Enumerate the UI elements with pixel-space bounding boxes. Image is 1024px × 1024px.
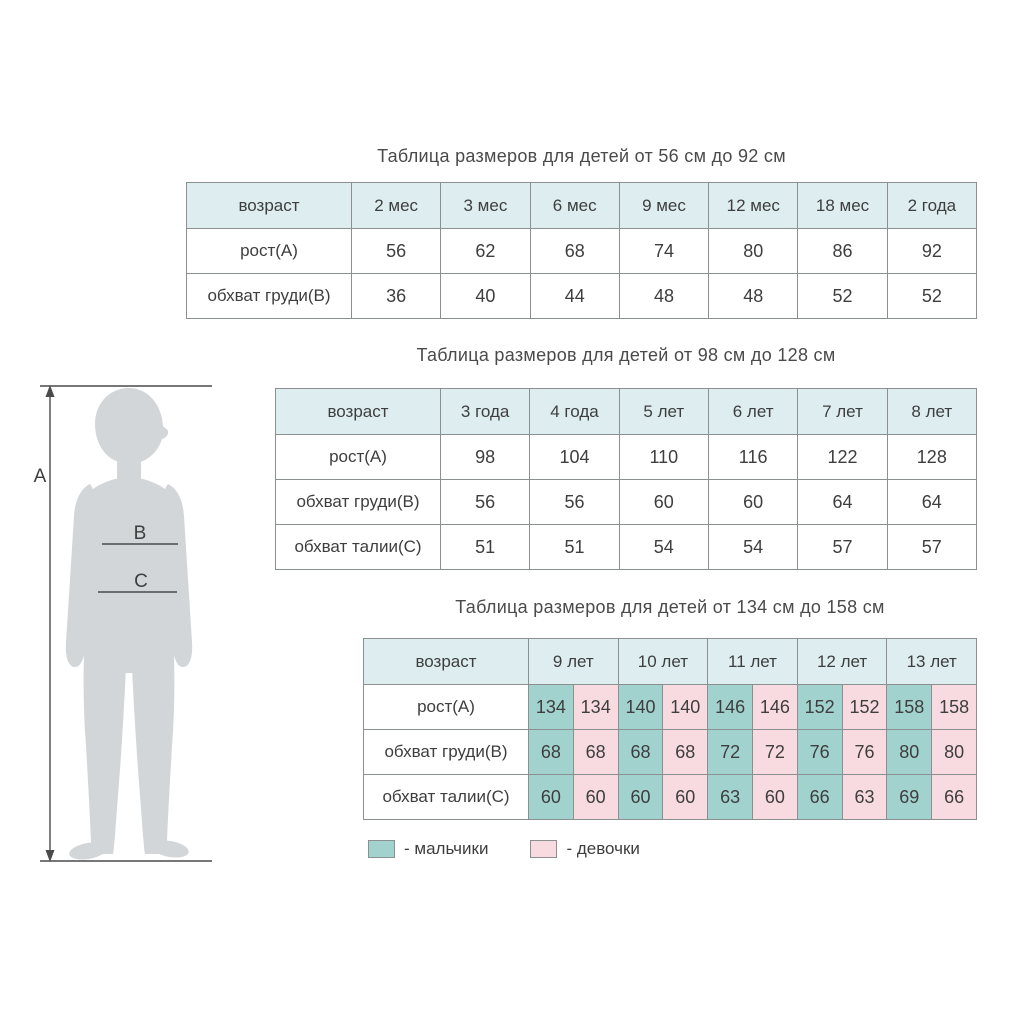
table-row bbox=[276, 525, 977, 570]
size-value: 48 bbox=[709, 274, 798, 319]
header-age-value: 9 лет bbox=[529, 639, 619, 685]
measurement-figure bbox=[30, 378, 225, 873]
row-label: рост(A) bbox=[364, 685, 529, 730]
size-value: 57 bbox=[798, 525, 887, 570]
size-value: 134 bbox=[573, 685, 618, 730]
size-value: 63 bbox=[708, 775, 753, 820]
size-value: 66 bbox=[797, 775, 842, 820]
size-value: 140 bbox=[618, 685, 663, 730]
table-title-infants: Таблица размеров для детей от 56 см до 92 см bbox=[377, 146, 786, 166]
legend-label-boys: - мальчики bbox=[404, 839, 489, 858]
size-value: 60 bbox=[708, 480, 797, 525]
size-value: 146 bbox=[752, 685, 797, 730]
header-age-value: 6 мес bbox=[530, 183, 619, 229]
size-value: 52 bbox=[798, 274, 887, 319]
size-value: 158 bbox=[887, 685, 932, 730]
header-age-value: 2 мес bbox=[352, 183, 441, 229]
size-value: 56 bbox=[530, 480, 619, 525]
header-age-value: 8 лет bbox=[887, 389, 976, 435]
size-value: 64 bbox=[887, 480, 976, 525]
size-value: 74 bbox=[619, 229, 708, 274]
row-label: рост(A) bbox=[187, 229, 352, 274]
size-value: 146 bbox=[708, 685, 753, 730]
header-age-value: 2 года bbox=[887, 183, 976, 229]
size-value: 86 bbox=[798, 229, 887, 274]
size-value: 68 bbox=[573, 730, 618, 775]
header-age-value: 10 лет bbox=[618, 639, 708, 685]
size-value: 68 bbox=[663, 730, 708, 775]
row-label: обхват талии(C) bbox=[276, 525, 441, 570]
size-table bbox=[363, 638, 977, 820]
size-table-teens bbox=[363, 638, 977, 820]
header-age-value: 3 года bbox=[441, 389, 530, 435]
size-value: 72 bbox=[708, 730, 753, 775]
size-value: 64 bbox=[798, 480, 887, 525]
row-label: обхват груди(B) bbox=[187, 274, 352, 319]
size-value: 69 bbox=[887, 775, 932, 820]
size-value: 51 bbox=[530, 525, 619, 570]
header-age-value: 12 мес bbox=[709, 183, 798, 229]
size-value: 56 bbox=[352, 229, 441, 274]
size-value: 52 bbox=[887, 274, 976, 319]
header-age-value: 12 лет bbox=[797, 639, 887, 685]
size-value: 60 bbox=[618, 775, 663, 820]
header-age-title: возраст bbox=[276, 389, 441, 435]
header-age-value: 9 мес bbox=[619, 183, 708, 229]
girls-color-swatch bbox=[530, 840, 557, 858]
header-age-value: 6 лет bbox=[708, 389, 797, 435]
header-age-value: 3 мес bbox=[441, 183, 530, 229]
size-table-kids bbox=[275, 388, 977, 570]
size-value: 51 bbox=[441, 525, 530, 570]
header-age-value: 7 лет bbox=[798, 389, 887, 435]
size-table bbox=[275, 388, 977, 570]
table-row bbox=[364, 775, 977, 820]
size-value: 92 bbox=[887, 229, 976, 274]
size-value: 60 bbox=[619, 480, 708, 525]
size-value: 68 bbox=[618, 730, 663, 775]
size-value: 80 bbox=[709, 229, 798, 274]
row-label: рост(A) bbox=[276, 435, 441, 480]
legend bbox=[363, 839, 640, 859]
row-label: обхват талии(C) bbox=[364, 775, 529, 820]
size-table-infants bbox=[186, 182, 977, 319]
legend-label-girls: - девочки bbox=[566, 839, 640, 858]
header-age-title: возраст bbox=[187, 183, 352, 229]
legend-item-boys bbox=[368, 839, 488, 859]
table-row bbox=[364, 685, 977, 730]
size-value: 152 bbox=[797, 685, 842, 730]
size-value: 72 bbox=[752, 730, 797, 775]
size-value: 48 bbox=[619, 274, 708, 319]
size-value: 110 bbox=[619, 435, 708, 480]
size-value: 116 bbox=[708, 435, 797, 480]
height-label: A bbox=[33, 466, 47, 487]
size-value: 66 bbox=[932, 775, 977, 820]
size-value: 104 bbox=[530, 435, 619, 480]
size-value: 60 bbox=[529, 775, 574, 820]
chest-label: B bbox=[133, 523, 147, 544]
size-value: 128 bbox=[887, 435, 976, 480]
size-value: 140 bbox=[663, 685, 708, 730]
row-label: обхват груди(B) bbox=[364, 730, 529, 775]
size-value: 76 bbox=[797, 730, 842, 775]
header-age-value: 5 лет bbox=[619, 389, 708, 435]
header-row bbox=[276, 389, 977, 435]
header-row bbox=[187, 183, 977, 229]
size-value: 80 bbox=[887, 730, 932, 775]
size-value: 57 bbox=[887, 525, 976, 570]
size-value: 54 bbox=[708, 525, 797, 570]
size-value: 56 bbox=[441, 480, 530, 525]
size-value: 54 bbox=[619, 525, 708, 570]
header-age-value: 18 мес bbox=[798, 183, 887, 229]
header-age-value: 4 года bbox=[530, 389, 619, 435]
header-age-title: возраст bbox=[364, 639, 529, 685]
size-value: 60 bbox=[573, 775, 618, 820]
size-value: 76 bbox=[842, 730, 887, 775]
size-value: 158 bbox=[932, 685, 977, 730]
size-value: 80 bbox=[932, 730, 977, 775]
legend-item-girls bbox=[530, 839, 639, 859]
size-value: 40 bbox=[441, 274, 530, 319]
waist-label: C bbox=[134, 571, 148, 592]
size-value: 98 bbox=[441, 435, 530, 480]
table-row bbox=[187, 274, 977, 319]
size-value: 152 bbox=[842, 685, 887, 730]
boys-color-swatch bbox=[368, 840, 395, 858]
table-title-teens: Таблица размеров для детей от 134 см до 158 см bbox=[455, 597, 885, 617]
child-silhouette bbox=[66, 388, 192, 862]
size-value: 44 bbox=[530, 274, 619, 319]
row-label: обхват груди(B) bbox=[276, 480, 441, 525]
header-row bbox=[364, 639, 977, 685]
table-row bbox=[276, 435, 977, 480]
size-table bbox=[186, 182, 977, 319]
size-value: 60 bbox=[752, 775, 797, 820]
table-row bbox=[364, 730, 977, 775]
size-value: 68 bbox=[529, 730, 574, 775]
size-value: 63 bbox=[842, 775, 887, 820]
arrowhead-up-icon bbox=[46, 385, 55, 397]
size-value: 134 bbox=[529, 685, 574, 730]
header-age-value: 13 лет bbox=[887, 639, 977, 685]
size-value: 60 bbox=[663, 775, 708, 820]
header-age-value: 11 лет bbox=[708, 639, 798, 685]
size-value: 122 bbox=[798, 435, 887, 480]
table-row bbox=[276, 480, 977, 525]
size-value: 36 bbox=[352, 274, 441, 319]
table-title-kids: Таблица размеров для детей от 98 см до 128 см bbox=[416, 345, 836, 365]
arrowhead-down-icon bbox=[46, 850, 55, 862]
size-value: 68 bbox=[530, 229, 619, 274]
table-row bbox=[187, 229, 977, 274]
size-value: 62 bbox=[441, 229, 530, 274]
